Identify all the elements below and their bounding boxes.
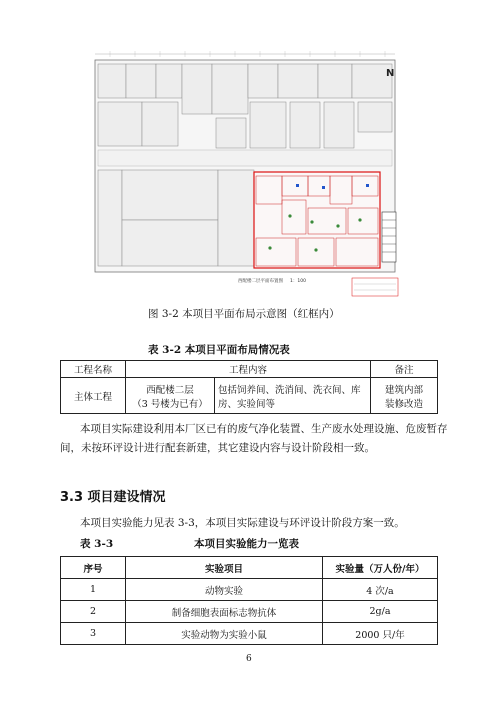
table-3-3	[60, 556, 438, 645]
table-cell	[371, 378, 438, 414]
table-header-row	[61, 361, 438, 378]
table-3-2	[60, 360, 438, 414]
table-row	[61, 601, 438, 623]
cell-line: 装修改造	[384, 398, 423, 410]
table-cell: 主体工程	[61, 378, 126, 414]
table-3-3-title: 本项目实验能力一览表	[194, 538, 299, 550]
section-heading: 3.3 项目建设情况	[60, 490, 166, 505]
header-cell: 工程名称	[61, 361, 126, 378]
table-cell	[126, 378, 215, 414]
plan-scale: 1：100	[290, 279, 306, 284]
table-cell: 3	[61, 623, 126, 645]
table-cell: 1	[61, 579, 126, 601]
floor-plan-figure	[90, 44, 410, 300]
table-cell: 2	[61, 601, 126, 623]
table-cell: 实验动物为实验小鼠	[126, 623, 323, 645]
table-3-2-title: 表 3-2 本项目平面布局情况表	[148, 344, 290, 356]
cell-line: 包括饲养间、洗消间、洗衣间、库	[218, 384, 361, 396]
cell-line: 房、实验间等	[218, 398, 276, 410]
table-cell: 制备细胞表面标志物抗体	[126, 601, 323, 623]
header-cell: 工程内容	[126, 361, 371, 378]
table-row	[61, 579, 438, 601]
plan-title: 西配楼二层平面布置图	[238, 279, 283, 284]
table-cell: 2g/a	[323, 601, 438, 623]
cell-line: 西配楼二层	[146, 384, 194, 396]
table-header-row	[61, 557, 438, 579]
north-mark: N	[386, 68, 395, 79]
figure-caption: 图 3-2 本项目平面布局示意图（红框内）	[148, 308, 340, 320]
table-row	[61, 378, 438, 414]
paragraph: 本项目实验能力见表 3-3，本项目实际建设与环评设计阶段方案一致。	[80, 517, 405, 529]
paragraph-line: 本项目实际建设利用本厂区已有的废气净化装置、生产废水处理设施、危废暂存	[80, 423, 448, 435]
table-cell	[215, 378, 371, 414]
paragraph-line: 间，未按环评设计进行配套新建，其它建设内容与设计阶段相一致。	[60, 442, 375, 454]
table-cell: 4 次/a	[323, 579, 438, 601]
header-cell: 实验项目	[126, 557, 323, 579]
page-number: 6	[246, 654, 252, 664]
header-cell: 序号	[61, 557, 126, 579]
table-cell: 动物实验	[126, 579, 323, 601]
table-3-3-label: 表 3-3	[80, 538, 114, 550]
header-cell: 备注	[371, 361, 438, 378]
table-cell: 2000 只/年	[323, 623, 438, 645]
cell-line: （3 号楼为已有）	[132, 398, 208, 410]
cell-line: 建筑内部	[384, 384, 423, 396]
header-cell: 实验量（万人份/年）	[323, 557, 438, 579]
table-row	[61, 623, 438, 645]
